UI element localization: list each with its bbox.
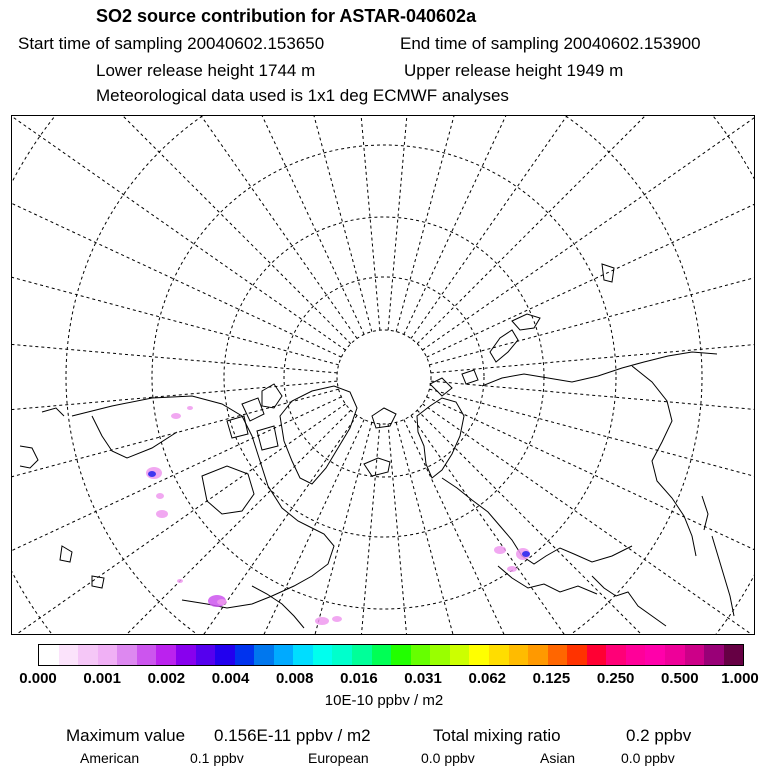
color-swatch — [274, 645, 294, 665]
meridian-line — [12, 381, 337, 426]
coastlines — [20, 264, 734, 628]
so2-plume-patch — [177, 579, 183, 583]
meteorology-label: Meteorological data used is 1x1 deg ECMWF analyses — [96, 86, 509, 105]
color-swatch — [117, 645, 137, 665]
coastline — [417, 398, 464, 478]
color-scale-tick: 0.500 — [661, 670, 699, 687]
meridian-line — [12, 140, 341, 357]
color-swatch — [469, 645, 489, 665]
color-swatch — [567, 645, 587, 665]
color-swatch — [313, 645, 333, 665]
color-swatch — [606, 645, 626, 665]
asian-value: 0.0 ppbv — [621, 750, 675, 766]
coastline — [442, 478, 632, 564]
so2-plume-patch — [148, 471, 156, 477]
asian-label: Asian — [540, 750, 576, 766]
coastline — [227, 384, 282, 450]
coastline — [702, 496, 708, 530]
color-scale-bar — [38, 644, 744, 666]
meridian-line — [423, 116, 755, 350]
color-swatch — [215, 645, 235, 665]
meridian-line — [335, 424, 380, 635]
color-swatch — [450, 645, 470, 665]
color-swatch — [391, 645, 411, 665]
color-swatch — [78, 645, 98, 665]
so2-plume-patch — [522, 551, 530, 557]
color-scale-tick: 0.004 — [211, 670, 250, 687]
color-swatch — [98, 645, 118, 665]
meridian-line — [427, 140, 755, 357]
total-mixing-value: 0.2 ppbv — [626, 726, 692, 745]
so2-plume-patch — [156, 510, 168, 518]
color-swatch — [665, 645, 685, 665]
so2-plume-patch — [494, 546, 506, 554]
meridian-line — [12, 397, 341, 614]
total-mixing-label: Total mixing ratio — [433, 726, 561, 745]
meridian-line — [417, 116, 755, 344]
meridian-line — [239, 116, 372, 332]
color-swatch — [137, 645, 157, 665]
max-value-label: Maximum value — [66, 726, 186, 745]
meridian-line — [431, 328, 755, 373]
plot-title: SO2 source contribution for ASTAR-040602a — [96, 6, 477, 26]
coastline — [512, 264, 614, 330]
coastline — [430, 370, 478, 396]
color-swatch — [156, 645, 176, 665]
so2-plume-patch — [156, 493, 164, 499]
coastline — [60, 546, 104, 588]
polar-map — [11, 115, 755, 635]
meridian-line — [12, 410, 351, 635]
meridian-line — [411, 416, 705, 635]
color-scale-tick: 0.250 — [596, 670, 635, 687]
color-swatch — [685, 645, 705, 665]
coastline — [280, 386, 357, 484]
coastline — [252, 586, 304, 628]
meridian-line — [388, 116, 433, 330]
start-time-label: Start time of sampling 20040602.153650 — [18, 34, 325, 53]
american-label: American — [80, 750, 140, 766]
meridian-line — [12, 116, 351, 344]
color-swatch — [352, 645, 372, 665]
coastline — [202, 466, 254, 514]
color-swatch — [489, 645, 509, 665]
meridian-line — [396, 116, 529, 332]
color-scale-tick: 0.002 — [147, 670, 186, 687]
color-swatch — [293, 645, 313, 665]
coastline — [20, 408, 64, 468]
color-scale-tick: 0.001 — [83, 670, 121, 687]
meridian-line — [12, 328, 337, 373]
color-swatch — [528, 645, 548, 665]
so2-plume-patch — [217, 599, 227, 605]
color-scale-tick: 0.000 — [19, 670, 57, 687]
coastline — [72, 396, 334, 608]
so2-plume-patch — [187, 406, 193, 410]
meridian-line — [63, 116, 357, 338]
coastline — [490, 330, 518, 362]
color-scale-tick: 0.016 — [340, 670, 378, 687]
color-swatch — [548, 645, 568, 665]
color-swatch — [626, 645, 646, 665]
color-swatch — [39, 645, 59, 665]
meridian-line — [396, 422, 529, 635]
color-swatch — [411, 645, 431, 665]
coastline — [372, 408, 396, 428]
meridian-line — [239, 422, 372, 635]
color-swatch — [430, 645, 450, 665]
coastline — [592, 576, 666, 626]
color-scale-tick: 0.062 — [468, 670, 507, 687]
color-swatch — [196, 645, 216, 665]
color-scale-tick: 0.008 — [275, 670, 314, 687]
european-label: European — [308, 750, 369, 766]
meridian-line — [431, 381, 755, 426]
color-scale-tick: 0.031 — [404, 670, 442, 687]
meridian-line — [427, 397, 755, 614]
european-value: 0.0 ppbv — [421, 750, 475, 766]
meridian-line — [12, 232, 339, 365]
coastline — [712, 536, 734, 616]
color-scale-tick: 0.125 — [532, 670, 571, 687]
map-canvas — [12, 116, 755, 635]
color-swatch — [372, 645, 392, 665]
color-swatch — [254, 645, 274, 665]
color-swatch — [704, 645, 724, 665]
upper-release-label: Upper release height 1949 m — [404, 61, 624, 80]
coastline — [482, 352, 717, 386]
meridian-line — [423, 404, 755, 635]
end-time-label: End time of sampling 20040602.153900 — [400, 34, 701, 53]
color-swatch — [724, 645, 744, 665]
color-swatch — [176, 645, 196, 665]
color-swatch — [509, 645, 529, 665]
meridian-line — [388, 424, 433, 635]
color-swatch — [59, 645, 79, 665]
color-swatch — [332, 645, 352, 665]
color-swatch — [235, 645, 255, 665]
so2-plume-patch — [171, 413, 181, 419]
so2-plume-patch — [315, 617, 329, 625]
color-scale-units: 10E-10 ppbv / m2 — [324, 692, 444, 709]
color-scale-tick: 1.000 — [721, 670, 759, 687]
max-value: 0.156E-11 ppbv / m2 — [214, 726, 371, 745]
lower-release-label: Lower release height 1744 m — [96, 61, 316, 80]
meridian-line — [411, 116, 705, 338]
latitude-circle — [337, 330, 431, 424]
color-swatch — [645, 645, 665, 665]
american-value: 0.1 ppbv — [190, 750, 244, 766]
so2-plume-patch — [332, 616, 342, 622]
so2-plume-patch — [507, 566, 517, 572]
color-swatch — [587, 645, 607, 665]
meridian-line — [12, 116, 345, 350]
